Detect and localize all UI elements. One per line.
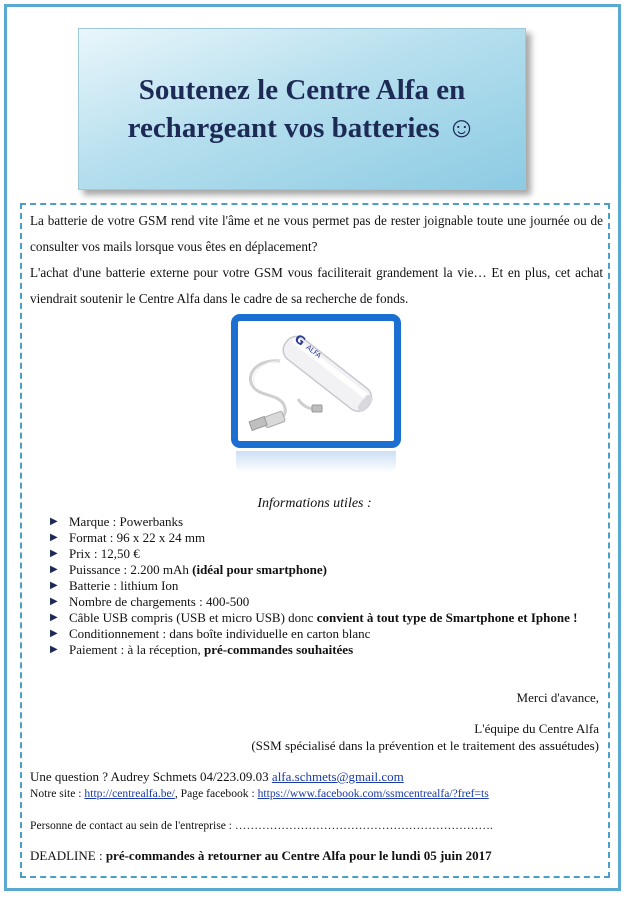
bullet-icon: ▶ [50,628,58,639]
list-item: ▶ Paiement : à la réception, pré-commandes souhaitées [50,642,354,657]
bullet-icon: ▶ [50,580,58,591]
title-banner [78,28,526,190]
list-item: ▶ Nombre de chargements : 400-500 [50,594,250,609]
facebook-link[interactable]: https://www.facebook.com/ssmcentrealfa/?fref=ts [257,787,489,800]
bullet-icon: ▶ [50,612,58,623]
bullet-icon: ▶ [50,516,58,527]
list-item: ▶ Puissance : 2.200 mAh (idéal pour smartphone) [50,562,327,577]
info-list [50,514,605,658]
list-item: ▶ Format : 96 x 22 x 24 mm [50,530,206,545]
team-name: L'équipe du Centre Alfa [474,721,599,736]
intro-paragraph-2: L'achat d'une batterie externe pour votre GSM vous faciliterait grandement la vie… Et en plus, cet achat viendrait soutenir le Centre Alfa dans le cadre de sa recherche de fonds. [30,265,603,306]
deadline: DEADLINE : pré-commandes à retourner au Centre Alfa pour le lundi 05 juin 2017 [30,848,492,863]
list-item: ▶ Câble USB compris (USB et micro USB) donc convient à tout type de Smartphone et Iphone ! [50,610,578,625]
company-contact-line: Personne de contact au sein de l'entreprise : …………………………………………………………. [30,819,493,832]
bullet-icon: ▶ [50,532,58,543]
list-item: ▶ Conditionnement : dans boîte individuelle en carton blanc [50,626,371,641]
product-image-reflection [236,451,396,473]
page-title [128,71,477,147]
bullet-icon: ▶ [50,644,58,655]
powerbank-illustration [238,321,394,441]
title-line-2: rechargeant vos batteries ☺ [127,112,477,144]
bullet-icon: ▶ [50,564,58,575]
title-line-1: Soutenez le Centre Alfa en [138,74,466,106]
bullet-icon: ▶ [50,596,58,607]
thanks-line: Merci d'avance, [516,690,599,705]
bullet-icon: ▶ [50,548,58,559]
list-item: ▶ Prix : 12,50 € [50,546,140,561]
list-item: ▶ Batterie : lithium Ion [50,578,179,593]
team-description: (SSM spécialisé dans la prévention et le traitement des assuétudes) [251,738,599,753]
intro-text [30,208,603,312]
logo-text: ALFA [304,343,323,361]
info-title: Informations utiles : [257,496,372,511]
logo-letter: G [291,331,309,349]
contact-links: Notre site : http://centrealfa.be/, Page facebook : https://www.facebook.com/ssmcentrealfa/?fref=ts [30,787,489,800]
intro-paragraph-1: La batterie de votre GSM rend vite l'âme et ne vous permet pas de rester joignable toute une journée ou de consulter vos mails lorsque vous êtes en déplacement? [30,213,603,254]
list-item: ▶ Marque : Powerbanks [50,514,184,529]
email-link[interactable]: alfa.schmets@gmail.com [271,769,404,784]
contact-question: Une question ? Audrey Schmets 04/223.09.03 alfa.schmets@gmail.com [30,769,404,784]
product-image [231,314,401,448]
site-link[interactable]: http://centrealfa.be/ [84,787,175,800]
